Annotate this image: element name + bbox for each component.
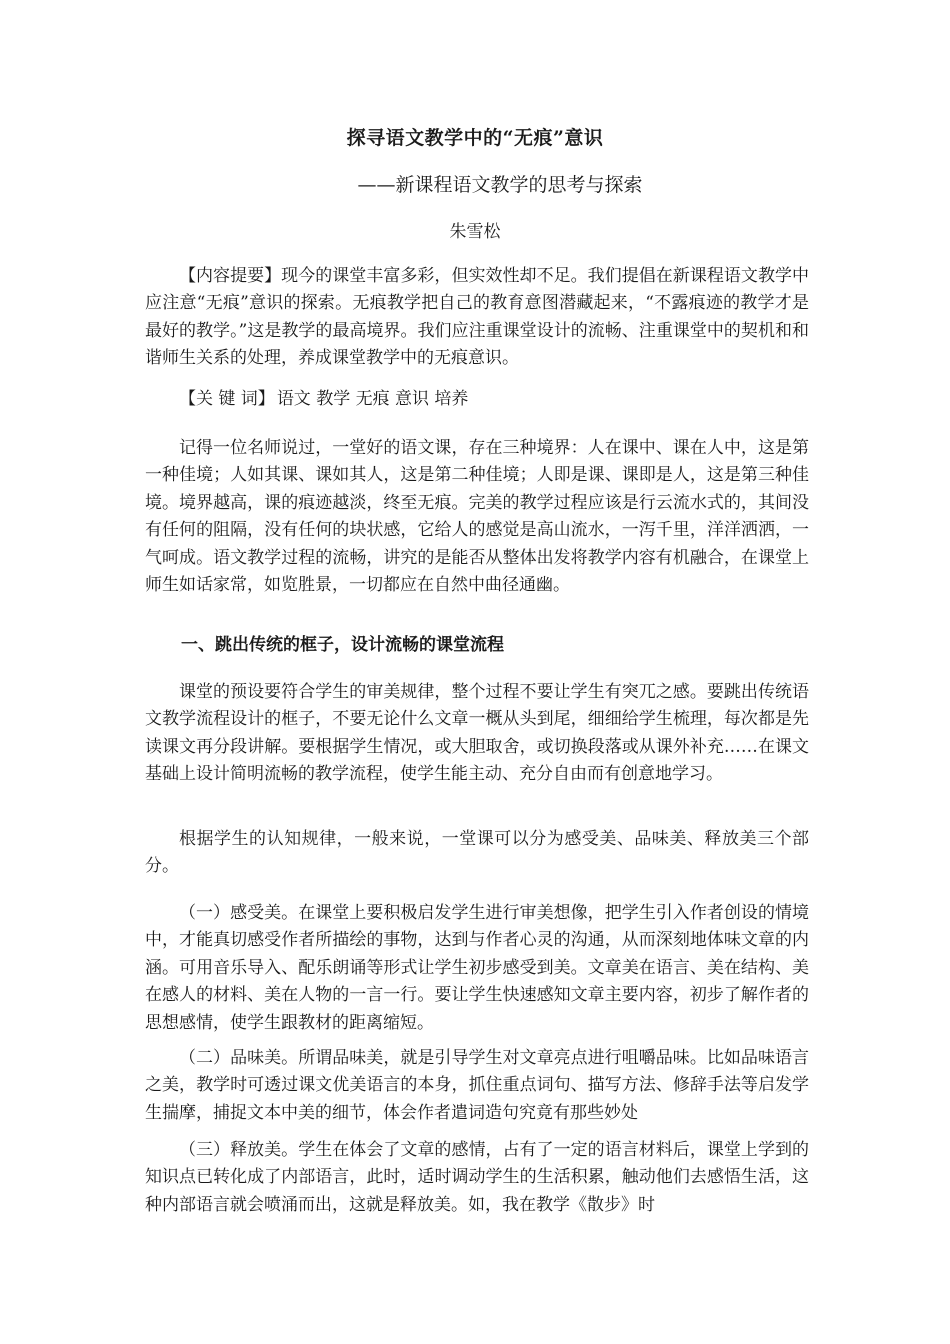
section-paragraph-5: （三）释放美。学生在体会了文章的感情，占有了一定的语言材料后，课堂上学到的知识点已转化成了内部语言，此时，适时调动学生的生活积累，触动他们去感悟生活，这种内部语言就会喷涌而出，这就是释放美。如，我在教学《散步》时 <box>145 1140 809 1215</box>
document-author: 朱雪松 <box>449 222 501 242</box>
keywords-line <box>145 386 809 413</box>
section-paragraph-2: 根据学生的认知规律，一般来说，一堂课可以分为感受美、品味美、释放美三个部分。 <box>145 829 809 877</box>
section-paragraph-1: 课堂的预设要符合学生的审美规律，整个过程不要让学生有突兀之感。要跳出传统语文教学流程设计的框子，不要无论什么文章一概从头到尾，细细给学生梳理，每次都是先读课文再分段讲解。要根据学生情况，或大胆取舍，或切换段落或从课外补充……在课文基础上设计简明流畅的教学流程，使学生能主动、充分自由而有创意地学习。 <box>145 682 809 785</box>
section-paragraph-3: （一）感受美。在课堂上要积极启发学生进行审美想像，把学生引入作者创设的情境中，才能真切感受作者所描绘的事物，达到与作者心灵的沟通，从而深刻地体味文章的内涵。可用音乐导入、配乐朗诵等形式让学生初步感受到美。文章美在语言、美在结构、美在感人的材料、美在人物的一言一行。要让学生快速感知文章主要内容，初步了解作者的思想感情，使学生跟教材的距离缩短。 <box>145 903 809 1033</box>
keywords-list: 语文 教学 无痕 意识 培养 <box>276 389 469 409</box>
document-title: 探寻语文教学中的“无痕”意识 <box>346 127 604 149</box>
document-subtitle: ——新课程语文教学的思考与探索 <box>357 174 643 196</box>
abstract-paragraph: 【内容提要】现今的课堂丰富多彩，但实效性却不足。我们提倡在新课程语文教学中应注意“无痕”意识的探索。无痕教学把自己的教育意图潜藏起来，“不露痕迹的教学才是最好的教学。”这是教学的最高境界。我们应注重课堂设计的流畅、注重课堂中的契机和和谐师生关系的处理，养成课堂教学中的无痕意识。 <box>145 266 809 369</box>
section-paragraph-4: （二）品味美。所谓品味美，就是引导学生对文章亮点进行咀嚼品味。比如品味语言之美，教学时可透过课文优美语言的本身，抓住重点词句、描写方法、修辞手法等启发学生揣摩，捕捉文本中美的细节，体会作者遣词造句究竟有那些妙处 <box>145 1048 809 1123</box>
keywords-label: 【关 键 词】 <box>179 389 275 409</box>
section-heading: 一、跳出传统的框子，设计流畅的课堂流程 <box>181 635 504 655</box>
intro-paragraph: 记得一位名师说过，一堂好的语文课，存在三种境界：人在课中、课在人中，这是第一种佳境；人如其课、课如其人，这是第二种佳境；人即是课、课即是人，这是第三种佳境。境界越高，课的痕迹越淡，终至无痕。完美的教学过程应该是行云流水式的，其间没有任何的阻隔，没有任何的块状感，它给人的感觉是高山流水，一泻千里，洋洋洒洒，一气呵成。语文教学过程的流畅，讲究的是能否从整体出发将教学内容有机融合，在课堂上师生如话家常，如览胜景，一切都应在自然中曲径通幽。 <box>145 438 809 596</box>
